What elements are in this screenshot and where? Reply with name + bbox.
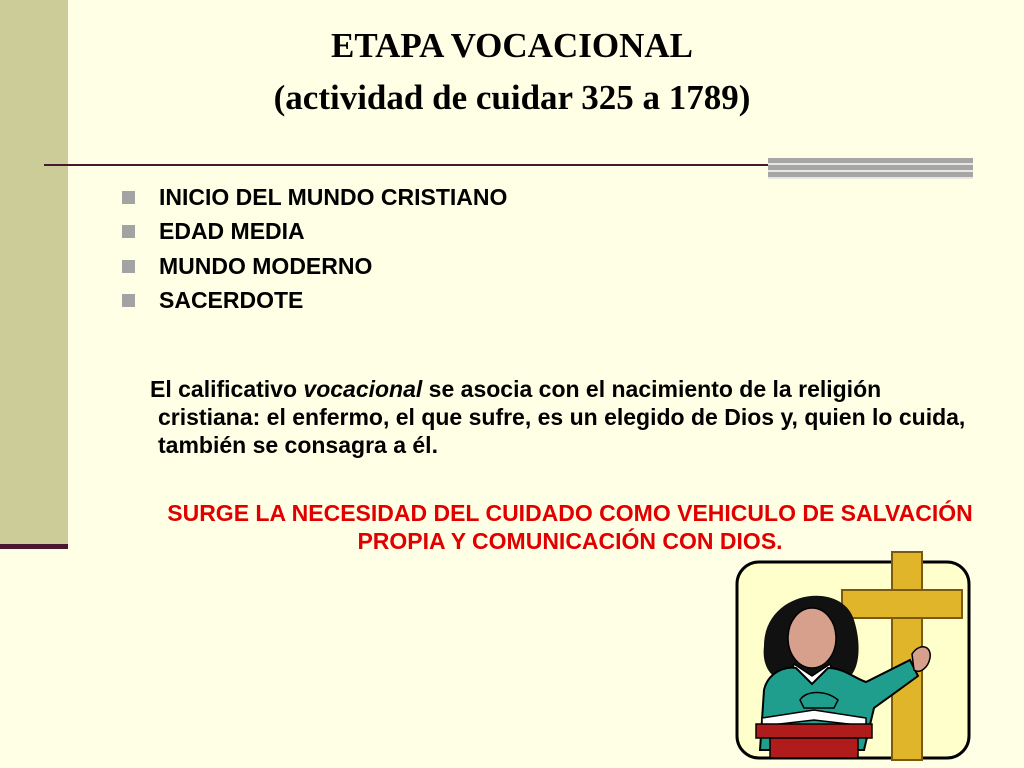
slide-subtitle: (actividad de cuidar 325 a 1789) [273,78,751,117]
square-bullet-icon [122,225,135,238]
description-paragraph [150,375,978,459]
topic-list [122,180,507,318]
list-item [122,215,507,250]
list-item [122,284,507,319]
woman-with-cross-clipart [734,550,974,762]
slide-title: ETAPA VOCACIONAL [331,26,693,65]
list-item-label: SACERDOTE [159,287,304,314]
list-item-label: MUNDO MODERNO [159,252,373,279]
list-item-label: EDAD MEDIA [159,218,305,245]
list-item-label: INICIO DEL MUNDO CRISTIANO [159,183,508,210]
paragraph-emphasis: vocacional [303,376,423,402]
paragraph-text-start: El calificativo [150,376,304,402]
title-divider-stripes [768,158,973,179]
left-decorative-bar [0,0,68,546]
left-bar-underline [0,544,68,549]
list-item [122,249,507,284]
highlight-statement: SURGE LA NECESIDAD DEL CUIDADO COMO VEHICULO DE SALVACIÓN PROPIA Y COMUNICACIÓN CON DIOS. [167,500,973,554]
square-bullet-icon [122,260,135,273]
square-bullet-icon [122,191,135,204]
square-bullet-icon [122,294,135,307]
paragraph-text-end: se asocia con el nacimiento de la religión cristiana: el enfermo, el que sufre, es un elegido de Dios y, quien lo cuida, también se consagra a él. [158,376,966,458]
title-divider [44,164,770,166]
list-item [122,180,507,215]
